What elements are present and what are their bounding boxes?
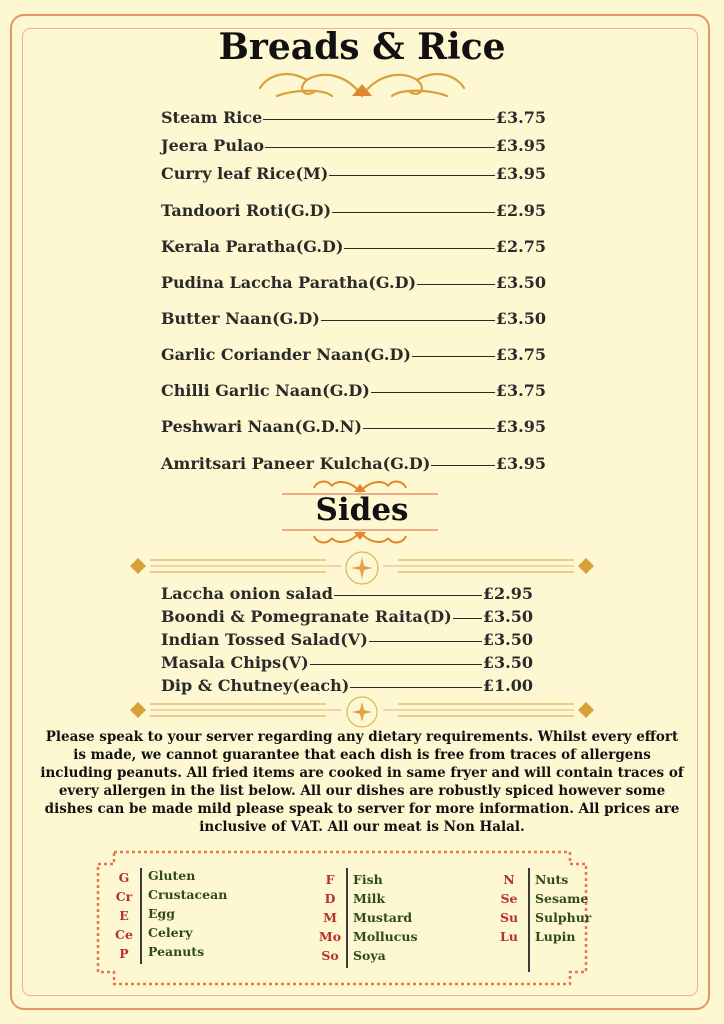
- item-name: Jeera Pulao: [161, 136, 265, 155]
- allergen-code: P: [119, 946, 129, 961]
- allergen-names-col1: [148, 866, 227, 961]
- allergen-code: Ce: [115, 927, 133, 942]
- sides-divider-top: [126, 548, 598, 588]
- allergen-code: Se: [500, 891, 518, 906]
- item-price: £3.95: [495, 136, 546, 155]
- leader-line: [453, 618, 482, 619]
- leader-line: [334, 595, 482, 596]
- item-name: Chilli Garlic Naan(G.D): [161, 381, 370, 400]
- menu-item: [161, 201, 546, 220]
- leader-line: [369, 641, 482, 642]
- item-price: £3.50: [495, 273, 546, 292]
- allergen-name: Gluten: [148, 868, 196, 883]
- allergen-name: Sesame: [535, 891, 589, 906]
- sides-divider-bottom: [126, 694, 598, 730]
- allergen-name: Mustard: [353, 910, 413, 925]
- item-price: £3.50: [482, 607, 533, 626]
- item-name: Pudina Laccha Paratha(G.D): [161, 273, 417, 292]
- allergen-name: Celery: [148, 925, 193, 940]
- allergen-separator: [140, 868, 142, 964]
- leader-line: [371, 392, 495, 393]
- allergen-code: So: [321, 948, 339, 963]
- item-name: Curry leaf Rice(M): [161, 164, 329, 183]
- allergen-name: Soya: [353, 948, 386, 963]
- allergen-name: Milk: [353, 891, 385, 906]
- menu-item: [161, 108, 546, 127]
- menu-item: [161, 630, 533, 649]
- item-name: Masala Chips(V): [161, 653, 309, 672]
- item-price: £2.95: [495, 201, 546, 220]
- allergen-code: Mo: [318, 929, 342, 944]
- item-name: Peshwari Naan(G.D.N): [161, 417, 362, 436]
- menu-item: [161, 237, 546, 256]
- item-price: £3.95: [495, 454, 546, 473]
- allergen-code: G: [118, 870, 130, 885]
- allergen-codes-col3: [496, 870, 522, 946]
- item-price: £3.95: [495, 164, 546, 183]
- allergen-key: [94, 852, 590, 984]
- item-price: £3.50: [482, 630, 533, 649]
- leader-line: [363, 428, 495, 429]
- allergen-code: Lu: [500, 929, 518, 944]
- item-name: Dip & Chutney(each): [161, 676, 350, 695]
- leader-line: [417, 284, 495, 285]
- leader-line: [263, 119, 495, 120]
- item-price: £3.50: [482, 653, 533, 672]
- item-name: Amritsari Paneer Kulcha(G.D): [161, 454, 431, 473]
- item-price: £1.00: [482, 676, 533, 695]
- allergen-name: Lupin: [535, 929, 576, 944]
- item-price: £3.50: [495, 309, 546, 328]
- menu-item: [161, 164, 546, 183]
- leader-line: [431, 465, 495, 466]
- allergen-code: F: [325, 872, 335, 887]
- item-name: Kerala Paratha(G.D): [161, 237, 344, 256]
- leader-line: [412, 356, 495, 357]
- allergen-code: Cr: [115, 889, 133, 904]
- allergen-separator: [346, 868, 348, 968]
- allergen-codes-col1: [112, 868, 136, 963]
- leader-line: [310, 664, 482, 665]
- breads-rice-heading: Breads & Rice: [218, 26, 506, 68]
- title-flourish-ornament: [252, 66, 472, 102]
- allergen-name: Fish: [353, 872, 383, 887]
- sides-heading: Sides: [315, 492, 409, 528]
- allergen-code: E: [119, 908, 129, 923]
- item-price: £3.75: [495, 108, 546, 127]
- menu-item: [161, 273, 546, 292]
- item-price: £2.95: [482, 584, 533, 603]
- item-price: £3.75: [495, 345, 546, 364]
- allergen-name: Egg: [148, 906, 176, 921]
- item-name: Indian Tossed Salad(V): [161, 630, 368, 649]
- leader-line: [344, 248, 495, 249]
- item-name: Laccha onion salad: [161, 584, 333, 603]
- leader-line: [265, 147, 495, 148]
- menu-item: [161, 676, 533, 695]
- allergen-name: Sulphur: [535, 910, 592, 925]
- item-price: £3.95: [495, 417, 546, 436]
- allergen-code: M: [323, 910, 337, 925]
- menu-item: [161, 454, 546, 473]
- allergen-separator: [528, 868, 530, 972]
- allergen-name: Mollucus: [353, 929, 418, 944]
- menu-item: [161, 417, 546, 436]
- menu-item: [161, 607, 533, 626]
- leader-line: [332, 212, 495, 213]
- item-name: Steam Rice: [161, 108, 263, 127]
- allergen-name: Crustacean: [148, 887, 228, 902]
- menu-item: [161, 381, 546, 400]
- item-name: Butter Naan(G.D): [161, 309, 320, 328]
- menu-item: [161, 584, 533, 603]
- menu-item: [161, 136, 546, 155]
- leader-line: [350, 687, 482, 688]
- item-name: Garlic Coriander Naan(G.D): [161, 345, 411, 364]
- menu-item: [161, 345, 546, 364]
- menu-item: [161, 309, 546, 328]
- leader-line: [329, 175, 495, 176]
- allergen-code: Su: [499, 910, 519, 925]
- sides-list: [161, 584, 533, 696]
- item-name: Tandoori Roti(G.D): [161, 201, 332, 220]
- dietary-note: Please speak to your server regarding any dietary requirements. Whilst every effort is made, we cannot guarantee that each dish is free from traces of allergens including peanuts. All fried items are cooked in same fryer and will contain traces of every allergen in the list below. All our dishes are robustly spiced however some dishes can be made mild please speak to server for more information. All prices are inclusive of VAT. All our meat is Non Halal.: [40, 729, 684, 835]
- allergen-name: Peanuts: [148, 944, 205, 959]
- allergen-code: D: [324, 891, 336, 906]
- item-name: Boondi & Pomegranate Raita(D): [161, 607, 452, 626]
- allergen-names-col3: [535, 870, 591, 946]
- leader-line: [321, 320, 495, 321]
- allergen-codes-col2: [316, 870, 344, 965]
- item-price: £2.75: [495, 237, 546, 256]
- allergen-code: N: [503, 872, 515, 887]
- breads-rice-list: [161, 108, 546, 478]
- menu-item: [161, 653, 533, 672]
- allergen-name: Nuts: [535, 872, 569, 887]
- item-price: £3.75: [495, 381, 546, 400]
- allergen-names-col2: [353, 870, 418, 965]
